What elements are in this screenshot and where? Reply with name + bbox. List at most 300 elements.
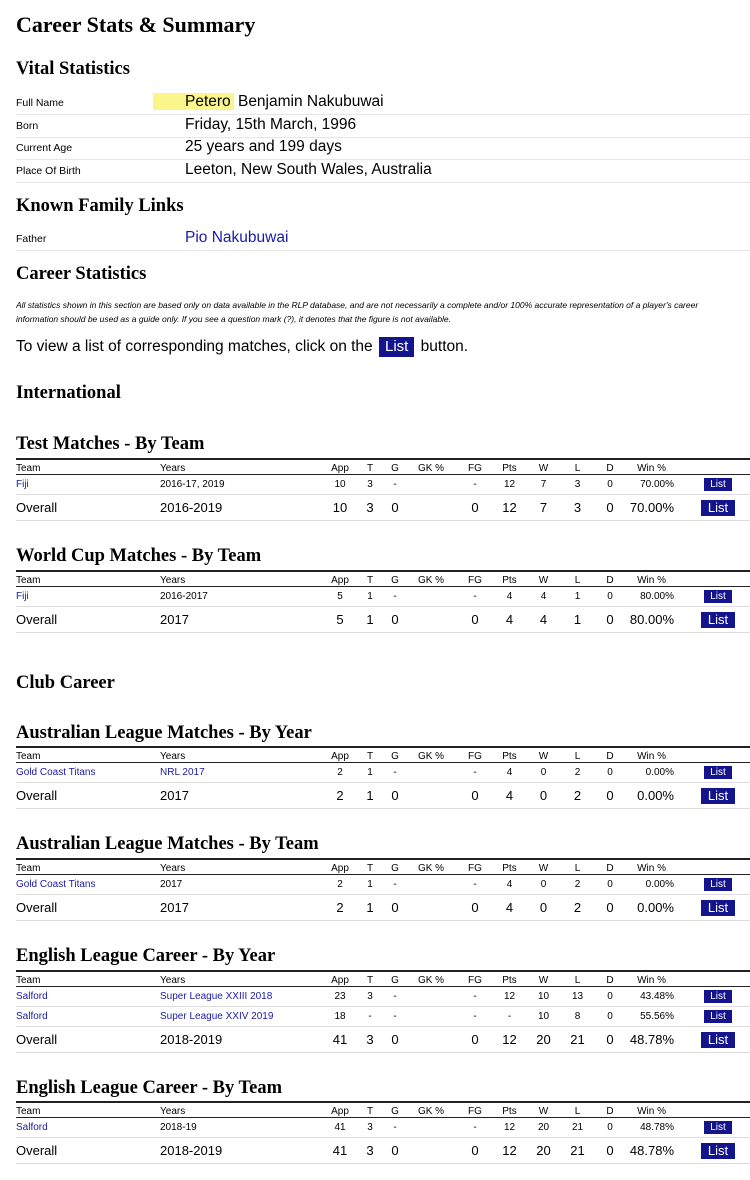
cell-points: 12 bbox=[493, 987, 526, 1007]
cell-draws: 0 bbox=[594, 475, 626, 495]
column-header-points: Pts bbox=[493, 459, 526, 475]
column-header-field-goals: FG bbox=[457, 571, 493, 587]
cell-years bbox=[160, 763, 325, 783]
cell-tries: 1 bbox=[355, 607, 385, 633]
australian-league-by-year-heading: Australian League Matches - By Year bbox=[16, 723, 312, 743]
cell-wins: 20 bbox=[526, 1027, 561, 1053]
cell-goals: - bbox=[385, 1007, 405, 1027]
column-header-goals: G bbox=[385, 859, 405, 875]
team-link[interactable]: Salford bbox=[16, 1122, 48, 1133]
cell-team bbox=[16, 1007, 160, 1027]
cell-tries: 3 bbox=[355, 495, 385, 521]
cell-field-goals: 0 bbox=[457, 1138, 493, 1164]
cell-app: 2 bbox=[325, 783, 355, 809]
column-header-goal-kick-pct: GK % bbox=[405, 571, 457, 587]
cell-goal-kick-pct bbox=[405, 475, 457, 495]
column-header-app: App bbox=[325, 571, 355, 587]
cell-goals: 0 bbox=[385, 1138, 405, 1164]
column-header-points: Pts bbox=[493, 971, 526, 987]
column-header-years: Years bbox=[160, 459, 325, 475]
cell-goal-kick-pct bbox=[405, 875, 457, 895]
cell-field-goals: 0 bbox=[457, 607, 493, 633]
column-header-goal-kick-pct: GK % bbox=[405, 459, 457, 475]
cell-goals: 0 bbox=[385, 607, 405, 633]
list-instructions-suffix: button. bbox=[420, 338, 469, 355]
cell-app: 10 bbox=[325, 475, 355, 495]
cell-list bbox=[686, 987, 750, 1007]
column-header-list bbox=[686, 971, 750, 987]
cell-win-pct: 0.00% bbox=[626, 763, 686, 783]
list-button[interactable]: List bbox=[701, 1032, 735, 1048]
overall-label: Overall bbox=[16, 1138, 160, 1164]
cell-draws: 0 bbox=[594, 783, 626, 809]
cell-years bbox=[160, 987, 325, 1007]
cell-win-pct: 55.56% bbox=[626, 1007, 686, 1027]
world-cup-matches-heading: World Cup Matches - By Team bbox=[16, 546, 262, 566]
column-header-tries: T bbox=[355, 747, 385, 763]
table-row bbox=[16, 587, 750, 607]
column-header-losses: L bbox=[561, 1102, 594, 1118]
australian-league-by-year-table bbox=[16, 746, 750, 809]
cell-losses: 2 bbox=[561, 763, 594, 783]
column-header-losses: L bbox=[561, 747, 594, 763]
column-header-tries: T bbox=[355, 1102, 385, 1118]
cell-app: 2 bbox=[325, 895, 355, 921]
list-button[interactable]: List bbox=[704, 1121, 732, 1134]
cell-points: 4 bbox=[493, 875, 526, 895]
table-row bbox=[16, 875, 750, 895]
example-list-button[interactable]: List bbox=[379, 337, 414, 357]
cell-losses: 21 bbox=[561, 1138, 594, 1164]
cell-draws: 0 bbox=[594, 763, 626, 783]
column-header-team: Team bbox=[16, 459, 160, 475]
cell-goals: - bbox=[385, 763, 405, 783]
column-header-list bbox=[686, 459, 750, 475]
cell-field-goals: - bbox=[457, 875, 493, 895]
season-link[interactable]: Super League XXIV 2019 bbox=[160, 1011, 274, 1022]
cell-years: 2017 bbox=[160, 607, 325, 633]
column-header-wins: W bbox=[526, 971, 561, 987]
english-league-by-year-heading: English League Career - By Year bbox=[16, 946, 276, 966]
cell-goal-kick-pct bbox=[405, 783, 457, 809]
column-header-years: Years bbox=[160, 971, 325, 987]
column-header-draws: D bbox=[594, 459, 626, 475]
father-label: Father bbox=[16, 233, 47, 245]
disclaimer-line-1: All statistics shown in this section are based only on data available in the RLP database, and are not necessarily a complete and/or 100% accurate representation of a player's career bbox=[16, 300, 699, 310]
cell-tries: 3 bbox=[355, 987, 385, 1007]
list-button[interactable]: List bbox=[701, 612, 735, 628]
cell-win-pct: 0.00% bbox=[626, 875, 686, 895]
column-header-app: App bbox=[325, 859, 355, 875]
cell-field-goals: - bbox=[457, 587, 493, 607]
column-header-team: Team bbox=[16, 571, 160, 587]
cell-list bbox=[686, 475, 750, 495]
column-header-app: App bbox=[325, 747, 355, 763]
cell-field-goals: 0 bbox=[457, 783, 493, 809]
column-header-list bbox=[686, 571, 750, 587]
cell-points: 12 bbox=[493, 1027, 526, 1053]
cell-wins: 4 bbox=[526, 587, 561, 607]
cell-points: 4 bbox=[493, 783, 526, 809]
column-header-draws: D bbox=[594, 971, 626, 987]
english-league-by-team-table bbox=[16, 1101, 750, 1164]
team-link[interactable]: Gold Coast Titans bbox=[16, 879, 96, 890]
australian-league-by-team-heading: Australian League Matches - By Team bbox=[16, 834, 319, 854]
full-name-value bbox=[185, 93, 384, 111]
column-header-team: Team bbox=[16, 1102, 160, 1118]
club-career-heading: Club Career bbox=[16, 673, 115, 693]
column-header-field-goals: FG bbox=[457, 747, 493, 763]
test-matches-table bbox=[16, 458, 750, 521]
cell-list bbox=[686, 875, 750, 895]
column-header-goal-kick-pct: GK % bbox=[405, 1102, 457, 1118]
cell-points: 4 bbox=[493, 895, 526, 921]
team-link[interactable]: Gold Coast Titans bbox=[16, 767, 96, 778]
season-link[interactable]: NRL 2017 bbox=[160, 767, 205, 778]
cell-years: 2017 bbox=[160, 875, 325, 895]
cell-draws: 0 bbox=[594, 895, 626, 921]
cell-team bbox=[16, 475, 160, 495]
cell-win-pct: 43.48% bbox=[626, 987, 686, 1007]
cell-tries: 3 bbox=[355, 1027, 385, 1053]
column-header-points: Pts bbox=[493, 1102, 526, 1118]
cell-losses: 1 bbox=[561, 607, 594, 633]
column-header-app: App bbox=[325, 971, 355, 987]
column-header-win-pct: Win % bbox=[626, 1102, 686, 1118]
column-header-app: App bbox=[325, 1102, 355, 1118]
cell-wins: 0 bbox=[526, 783, 561, 809]
table-row bbox=[16, 763, 750, 783]
table-row bbox=[16, 1118, 750, 1138]
cell-draws: 0 bbox=[594, 587, 626, 607]
table-header-row bbox=[16, 1102, 750, 1118]
cell-goal-kick-pct bbox=[405, 987, 457, 1007]
column-header-field-goals: FG bbox=[457, 459, 493, 475]
column-header-tries: T bbox=[355, 571, 385, 587]
cell-goals: - bbox=[385, 987, 405, 1007]
cell-win-pct: 48.78% bbox=[626, 1118, 686, 1138]
page-title: Career Stats & Summary bbox=[16, 12, 256, 37]
list-button[interactable]: List bbox=[704, 1010, 732, 1023]
column-header-list bbox=[686, 747, 750, 763]
column-header-field-goals: FG bbox=[457, 971, 493, 987]
overall-label: Overall bbox=[16, 895, 160, 921]
column-header-field-goals: FG bbox=[457, 859, 493, 875]
cell-losses: 21 bbox=[561, 1027, 594, 1053]
cell-goals: 0 bbox=[385, 895, 405, 921]
cell-goal-kick-pct bbox=[405, 895, 457, 921]
father-link[interactable]: Pio Nakubuwai bbox=[185, 229, 289, 246]
cell-losses: 13 bbox=[561, 987, 594, 1007]
cell-tries: 1 bbox=[355, 875, 385, 895]
list-button[interactable]: List bbox=[704, 766, 732, 779]
cell-field-goals: - bbox=[457, 1007, 493, 1027]
vital-statistics-heading: Vital Statistics bbox=[16, 59, 130, 79]
list-button[interactable]: List bbox=[704, 990, 732, 1003]
column-header-wins: W bbox=[526, 571, 561, 587]
cell-tries: 1 bbox=[355, 587, 385, 607]
cell-draws: 0 bbox=[594, 1118, 626, 1138]
column-header-draws: D bbox=[594, 747, 626, 763]
cell-years: 2018-19 bbox=[160, 1118, 325, 1138]
cell-list bbox=[686, 763, 750, 783]
team-link[interactable]: Fiji bbox=[16, 479, 29, 490]
column-header-list bbox=[686, 859, 750, 875]
cell-app: 2 bbox=[325, 763, 355, 783]
disclaimer-line-2: information should be used as a guide only. If you see a question mark (?), it denotes that the figure is not available. bbox=[16, 314, 452, 324]
vital-row-current-age bbox=[16, 137, 750, 160]
current-age-label: Current Age bbox=[16, 142, 73, 154]
cell-draws: 0 bbox=[594, 607, 626, 633]
cell-points: 12 bbox=[493, 495, 526, 521]
table-header-row bbox=[16, 571, 750, 587]
cell-win-pct: 70.00% bbox=[626, 495, 686, 521]
overall-row bbox=[16, 1138, 750, 1164]
cell-losses: 2 bbox=[561, 783, 594, 809]
table-header-row bbox=[16, 859, 750, 875]
full-name-rest: Benjamin Nakubuwai bbox=[233, 93, 384, 110]
column-header-win-pct: Win % bbox=[626, 571, 686, 587]
table-header-row bbox=[16, 971, 750, 987]
overall-row bbox=[16, 607, 750, 633]
cell-wins: 7 bbox=[526, 475, 561, 495]
cell-app: 41 bbox=[325, 1027, 355, 1053]
cell-wins: 0 bbox=[526, 763, 561, 783]
cell-list bbox=[686, 607, 750, 633]
column-header-years: Years bbox=[160, 747, 325, 763]
overall-row bbox=[16, 495, 750, 521]
cell-years: 2018-2019 bbox=[160, 1138, 325, 1164]
column-header-years: Years bbox=[160, 571, 325, 587]
cell-app: 23 bbox=[325, 987, 355, 1007]
cell-app: 18 bbox=[325, 1007, 355, 1027]
cell-win-pct: 70.00% bbox=[626, 475, 686, 495]
born-label: Born bbox=[16, 120, 39, 132]
cell-win-pct: 0.00% bbox=[626, 783, 686, 809]
overall-row bbox=[16, 1027, 750, 1053]
table-row bbox=[16, 987, 750, 1007]
cell-points: 12 bbox=[493, 1138, 526, 1164]
place-of-birth-label: Place Of Birth bbox=[16, 165, 81, 177]
column-header-years: Years bbox=[160, 1102, 325, 1118]
column-header-tries: T bbox=[355, 859, 385, 875]
overall-row bbox=[16, 783, 750, 809]
cell-wins: 7 bbox=[526, 495, 561, 521]
cell-tries: 3 bbox=[355, 1118, 385, 1138]
column-header-goals: G bbox=[385, 971, 405, 987]
cell-goal-kick-pct bbox=[405, 495, 457, 521]
cell-losses: 2 bbox=[561, 895, 594, 921]
cell-app: 5 bbox=[325, 607, 355, 633]
cell-points: 4 bbox=[493, 607, 526, 633]
cell-points: 4 bbox=[493, 587, 526, 607]
cell-losses: 2 bbox=[561, 875, 594, 895]
team-link[interactable]: Fiji bbox=[16, 591, 29, 602]
column-header-tries: T bbox=[355, 971, 385, 987]
column-header-goal-kick-pct: GK % bbox=[405, 971, 457, 987]
vital-row-full-name bbox=[16, 92, 750, 115]
list-button[interactable]: List bbox=[701, 500, 735, 516]
cell-wins: 0 bbox=[526, 875, 561, 895]
cell-tries: 1 bbox=[355, 895, 385, 921]
column-header-app: App bbox=[325, 459, 355, 475]
cell-app: 41 bbox=[325, 1118, 355, 1138]
list-instructions bbox=[16, 337, 468, 357]
cell-team bbox=[16, 763, 160, 783]
table-row bbox=[16, 475, 750, 495]
cell-field-goals: 0 bbox=[457, 895, 493, 921]
cell-years: 2018-2019 bbox=[160, 1027, 325, 1053]
world-cup-matches-table bbox=[16, 570, 750, 633]
table-header-row bbox=[16, 459, 750, 475]
cell-losses: 3 bbox=[561, 495, 594, 521]
column-header-goal-kick-pct: GK % bbox=[405, 859, 457, 875]
highlighted-first-name: Petero bbox=[185, 93, 234, 110]
vital-row-place-of-birth bbox=[16, 160, 750, 183]
cell-team bbox=[16, 987, 160, 1007]
column-header-losses: L bbox=[561, 459, 594, 475]
cell-field-goals: - bbox=[457, 1118, 493, 1138]
column-header-win-pct: Win % bbox=[626, 459, 686, 475]
cell-goals: 0 bbox=[385, 783, 405, 809]
cell-list bbox=[686, 1118, 750, 1138]
cell-goal-kick-pct bbox=[405, 587, 457, 607]
cell-draws: 0 bbox=[594, 875, 626, 895]
column-header-win-pct: Win % bbox=[626, 971, 686, 987]
list-button[interactable]: List bbox=[701, 1143, 735, 1159]
overall-label: Overall bbox=[16, 607, 160, 633]
table-header-row bbox=[16, 747, 750, 763]
cell-list bbox=[686, 895, 750, 921]
column-header-losses: L bbox=[561, 571, 594, 587]
column-header-goals: G bbox=[385, 571, 405, 587]
column-header-points: Pts bbox=[493, 859, 526, 875]
cell-wins: 20 bbox=[526, 1138, 561, 1164]
cell-app: 41 bbox=[325, 1138, 355, 1164]
list-button[interactable]: List bbox=[704, 878, 732, 891]
cell-years bbox=[160, 1007, 325, 1027]
column-header-wins: W bbox=[526, 1102, 561, 1118]
column-header-field-goals: FG bbox=[457, 1102, 493, 1118]
overall-row bbox=[16, 895, 750, 921]
column-header-wins: W bbox=[526, 459, 561, 475]
cell-wins: 10 bbox=[526, 987, 561, 1007]
career-statistics-heading: Career Statistics bbox=[16, 264, 147, 284]
cell-list bbox=[686, 495, 750, 521]
cell-points: 12 bbox=[493, 475, 526, 495]
column-header-team: Team bbox=[16, 859, 160, 875]
list-button[interactable]: List bbox=[704, 590, 732, 603]
cell-draws: 0 bbox=[594, 987, 626, 1007]
team-link[interactable]: Salford bbox=[16, 1011, 48, 1022]
column-header-wins: W bbox=[526, 747, 561, 763]
list-button[interactable]: List bbox=[701, 900, 735, 916]
overall-label: Overall bbox=[16, 495, 160, 521]
cell-list bbox=[686, 1138, 750, 1164]
cell-wins: 10 bbox=[526, 1007, 561, 1027]
cell-wins: 20 bbox=[526, 1118, 561, 1138]
cell-list bbox=[686, 587, 750, 607]
cell-tries: 1 bbox=[355, 763, 385, 783]
column-header-draws: D bbox=[594, 1102, 626, 1118]
cell-goals: - bbox=[385, 1118, 405, 1138]
cell-team bbox=[16, 875, 160, 895]
cell-years: 2016-2019 bbox=[160, 495, 325, 521]
column-header-win-pct: Win % bbox=[626, 747, 686, 763]
cell-wins: 0 bbox=[526, 895, 561, 921]
cell-field-goals: 0 bbox=[457, 495, 493, 521]
cell-losses: 1 bbox=[561, 587, 594, 607]
column-header-team: Team bbox=[16, 971, 160, 987]
cell-points: - bbox=[493, 1007, 526, 1027]
cell-tries: 3 bbox=[355, 1138, 385, 1164]
cell-win-pct: 0.00% bbox=[626, 895, 686, 921]
cell-win-pct: 80.00% bbox=[626, 587, 686, 607]
cell-points: 12 bbox=[493, 1118, 526, 1138]
cell-draws: 0 bbox=[594, 1027, 626, 1053]
cell-list bbox=[686, 783, 750, 809]
column-header-goals: G bbox=[385, 1102, 405, 1118]
cell-goal-kick-pct bbox=[405, 763, 457, 783]
cell-draws: 0 bbox=[594, 1138, 626, 1164]
cell-app: 10 bbox=[325, 495, 355, 521]
full-name-label: Full Name bbox=[16, 97, 64, 109]
list-button[interactable]: List bbox=[701, 788, 735, 804]
cell-draws: 0 bbox=[594, 495, 626, 521]
cell-goal-kick-pct bbox=[405, 1118, 457, 1138]
cell-losses: 3 bbox=[561, 475, 594, 495]
column-header-goals: G bbox=[385, 459, 405, 475]
family-row-father bbox=[16, 228, 750, 251]
table-row bbox=[16, 1007, 750, 1027]
cell-goals: - bbox=[385, 875, 405, 895]
cell-app: 5 bbox=[325, 587, 355, 607]
cell-goals: 0 bbox=[385, 495, 405, 521]
cell-team bbox=[16, 587, 160, 607]
cell-app: 2 bbox=[325, 875, 355, 895]
cell-tries: - bbox=[355, 1007, 385, 1027]
cell-goals: - bbox=[385, 587, 405, 607]
place-of-birth-value: Leeton, New South Wales, Australia bbox=[185, 161, 432, 178]
column-header-draws: D bbox=[594, 571, 626, 587]
cell-field-goals: 0 bbox=[457, 1027, 493, 1053]
test-matches-heading: Test Matches - By Team bbox=[16, 434, 205, 454]
cell-win-pct: 80.00% bbox=[626, 607, 686, 633]
cell-field-goals: - bbox=[457, 475, 493, 495]
cell-team bbox=[16, 1118, 160, 1138]
season-link[interactable]: Super League XXIII 2018 bbox=[160, 991, 273, 1002]
team-link[interactable]: Salford bbox=[16, 991, 48, 1002]
column-header-losses: L bbox=[561, 971, 594, 987]
column-header-goals: G bbox=[385, 747, 405, 763]
column-header-win-pct: Win % bbox=[626, 859, 686, 875]
column-header-team: Team bbox=[16, 747, 160, 763]
cell-goal-kick-pct bbox=[405, 607, 457, 633]
cell-years: 2017 bbox=[160, 783, 325, 809]
cell-goal-kick-pct bbox=[405, 1138, 457, 1164]
cell-goal-kick-pct bbox=[405, 1027, 457, 1053]
cell-years: 2016-17, 2019 bbox=[160, 475, 325, 495]
cell-years: 2017 bbox=[160, 895, 325, 921]
cell-losses: 21 bbox=[561, 1118, 594, 1138]
cell-years: 2016-2017 bbox=[160, 587, 325, 607]
cell-win-pct: 48.78% bbox=[626, 1027, 686, 1053]
column-header-goal-kick-pct: GK % bbox=[405, 747, 457, 763]
list-button[interactable]: List bbox=[704, 478, 732, 491]
cell-wins: 4 bbox=[526, 607, 561, 633]
cell-points: 4 bbox=[493, 763, 526, 783]
column-header-list bbox=[686, 1102, 750, 1118]
